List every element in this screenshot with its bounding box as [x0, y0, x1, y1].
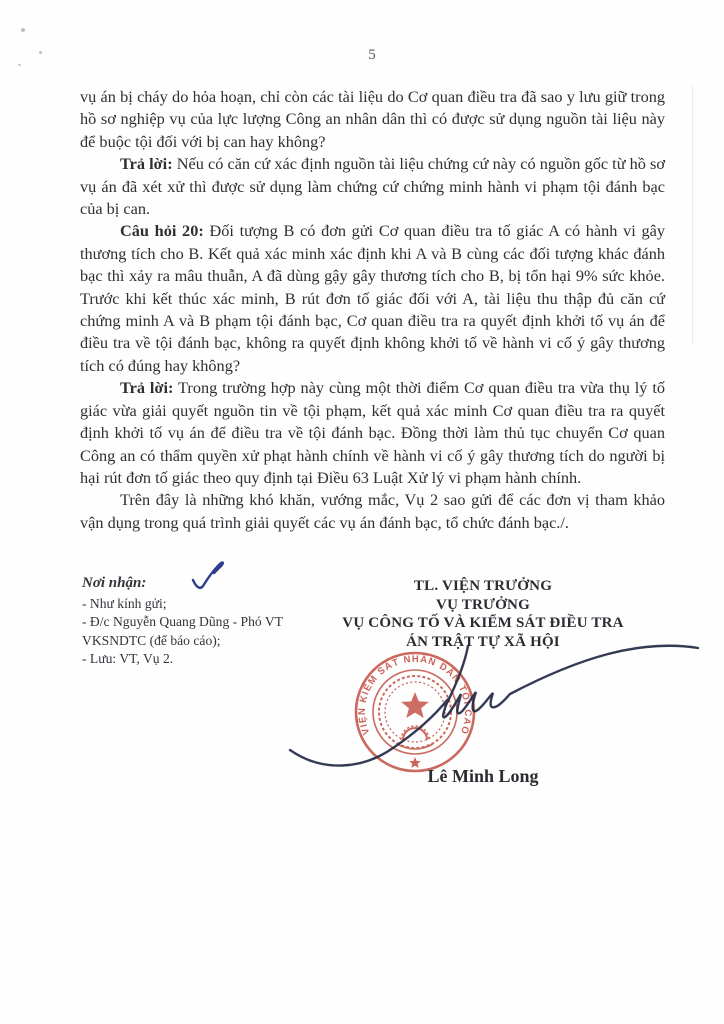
scan-speck	[18, 63, 22, 66]
scan-speck	[21, 28, 25, 32]
question-lead: Câu hỏi 20:	[120, 221, 204, 241]
paragraph-text: vụ án bị cháy do hỏa hoạn, chỉ còn các tài liệu do Cơ quan điều tra đã sao y lưu giữ trong hồ sơ nghiệp vụ của lực lượng Công an nhân dân thì có được sử dụng nguồn tài liệu này để buộc tội đối với bị can hay không?	[80, 87, 665, 151]
signature-title-line: TL. VIỆN TRƯỞNG	[413, 578, 553, 594]
recipients-block	[82, 574, 287, 669]
paragraph-text: Trong trường hợp này cùng một thời điểm Cơ quan điều tra vừa thụ lý tố giác vừa giải quyết nguồn tin về tội phạm, kết quả xác minh Cơ quan điều tra ra quyết định khởi tố vụ án để điều tra về tội đánh bạc. Đồng thời làm thủ tục chuyển Cơ quan Công an có thẩm quyền xử phạt hành chính về hành vi cố ý gây thương tích do người bị hại rút đơn tố giác theo quy định tại Điều 63 Luật Xử lý vi phạm hành chính.	[80, 378, 665, 487]
recipient-item: - Đ/c Nguyễn Quang Dũng - Phó VT VKSNDTC (để báo cáo);	[82, 614, 283, 648]
paragraph-text: Đối tượng B có đơn gửi Cơ quan điều tra tố giác A có hành vi gây thương tích cho B. Kết quả xác minh xác định khi A và B cùng các đối tượng khác đánh bạc thì xảy ra mâu thuẫn, A đã dùng gậy gây thương tích cho B, bị tổn hại 9% sức khỏe. Trước khi kết thúc xác minh, B rút đơn tố giác đối với A, tài liệu thu thập đủ căn cứ chứng minh A và B phạm tội đánh bạc, Cơ quan điều tra ra quyết định khởi tố vụ án để điều tra về tội đánh bạc, không ra quyết định không khởi tố về hành vi cố ý gây thương tích có đúng hay không?	[80, 221, 665, 375]
closing-paragraph	[80, 489, 665, 534]
signature-title-line: VỤ TRƯỞNG	[436, 596, 530, 613]
paragraph-text: Trên đây là những khó khăn, vướng mắc, Vụ 2 sao gửi để các đơn vị tham khảo vận dụng trong quá trình giải quyết các vụ án đánh bạc, tổ chức đánh bạc./.	[80, 490, 665, 532]
answer-paragraph	[80, 377, 665, 489]
signature-title-line: ÁN TRẬT TỰ XÃ HỘI	[406, 633, 560, 650]
paragraph-text: Nếu có căn cứ xác định nguồn tài liệu chứng cứ này có nguồn gốc từ hồ sơ vụ án đã xét xử thì được sử dụng làm chứng cứ chứng minh hành vi phạm tội đánh bạc của bị can.	[80, 154, 665, 219]
question-paragraph	[80, 220, 665, 377]
answer-paragraph	[80, 153, 665, 220]
signature-stroke	[290, 646, 698, 766]
recipients-title-text: Nơi nhận:	[82, 575, 147, 591]
answer-lead: Trả lời:	[120, 378, 174, 398]
recipient-item: - Lưu: VT, Vụ 2.	[82, 651, 174, 666]
signature-title-line: VỤ CÔNG TỐ VÀ KIỂM SÁT ĐIỀU TRA	[342, 615, 624, 632]
signature-stroke	[446, 646, 468, 705]
scan-speck	[39, 51, 42, 54]
page-number: 5	[368, 47, 376, 63]
document-body	[80, 86, 665, 534]
signer-name: Lê Minh Long	[427, 766, 539, 786]
continuation-paragraph	[80, 86, 665, 153]
scan-edge-line	[692, 85, 693, 345]
recipient-item: - Như kính gửi;	[82, 595, 167, 611]
answer-lead: Trả lời:	[120, 154, 173, 174]
stamp-text: VIỆN KIỂM SÁT NHÂN DÂN TỐI CAO	[356, 653, 474, 737]
recipients-title	[82, 574, 287, 593]
pen-checkmark-icon	[190, 560, 226, 598]
